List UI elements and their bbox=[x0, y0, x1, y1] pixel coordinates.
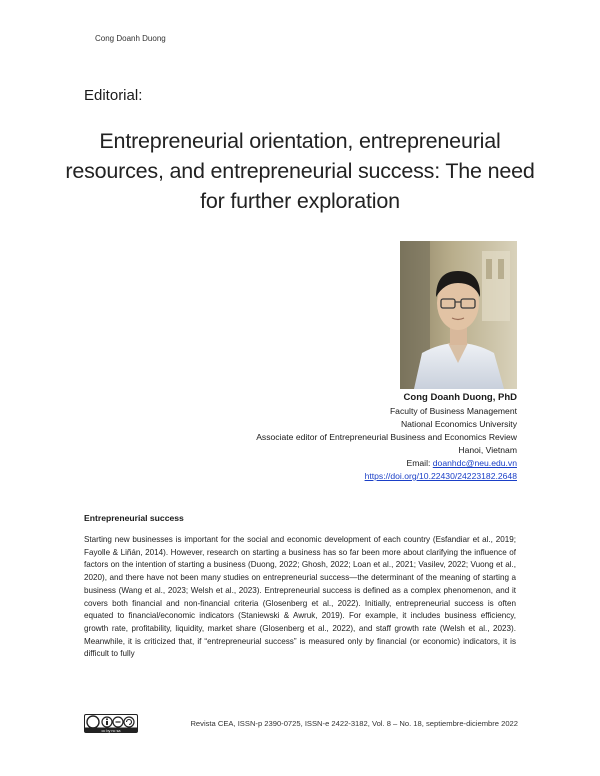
author-location: Hanoi, Vietnam bbox=[458, 445, 517, 455]
body-paragraph: Starting new businesses is important for the social and economic development of each country (Esfandiar et al., 2019; Fayolle & Liñán, 2014). However, research on starting a business has so far been more about clarifying the influence of factors on the intention of starting a business (Duong, 2022; Ghosh, 2022; Loan et al., 2021; Vasilev, 2022; Vuong et al., 2020), and there have not been many studies on entrepreneurial success—the determinant of the meaning of starting a business (Wang et al., 2023; Welsh et al., 2023). Entrepreneurial success is defined as a complex phenomenon, and it covers both financial and non-financial criteria (Glosenberg et al., 2022). Initially, entrepreneurial success is often equated to financial/economic indicators (Staniewski & Awruk, 2019). For example, it includes business efficiency, growth rate, profitability, liquidity, market share (Glosenberg et al., 2022), and staff growth rate (Welsh et al., 2023). Meanwhile, it is criticized that, if “entrepreneurial success” is measured only by financial (or economic) indicators, it is difficult to fully bbox=[84, 535, 516, 659]
author-name: Cong Doanh Duong, PhD bbox=[403, 392, 517, 403]
cc-license-badge[interactable] bbox=[84, 714, 138, 733]
article-title: Entrepreneurial orientation, entrepreneurial resources, and entrepreneurial success: The need for further exploration bbox=[65, 129, 535, 213]
author-affiliation-faculty: Faculty of Business Management bbox=[389, 406, 517, 416]
author-email-line bbox=[256, 457, 517, 470]
doi-link[interactable]: https://doi.org/10.22430/24223182.2648 bbox=[364, 471, 517, 481]
section-label: Editorial: bbox=[84, 87, 143, 104]
author-block bbox=[256, 391, 517, 483]
author-photo bbox=[400, 241, 517, 389]
running-head: Cong Doanh Duong bbox=[95, 34, 166, 43]
license-badge-text: cc by nc sa bbox=[101, 729, 121, 733]
author-role: Associate editor of Entrepreneurial Business and Economics Review bbox=[256, 432, 517, 442]
section-heading: Entrepreneurial success bbox=[84, 513, 184, 523]
author-affiliation-university: National Economics University bbox=[400, 419, 517, 429]
footer-citation: Revista CEA, ISSN-p 2390-0725, ISSN-e 2422-3182, Vol. 8 – No. 18, septiembre-diciembre 2022 bbox=[190, 719, 518, 728]
email-label: Email: bbox=[406, 458, 431, 468]
email-link[interactable]: doanhdc@neu.edu.vn bbox=[432, 458, 517, 468]
